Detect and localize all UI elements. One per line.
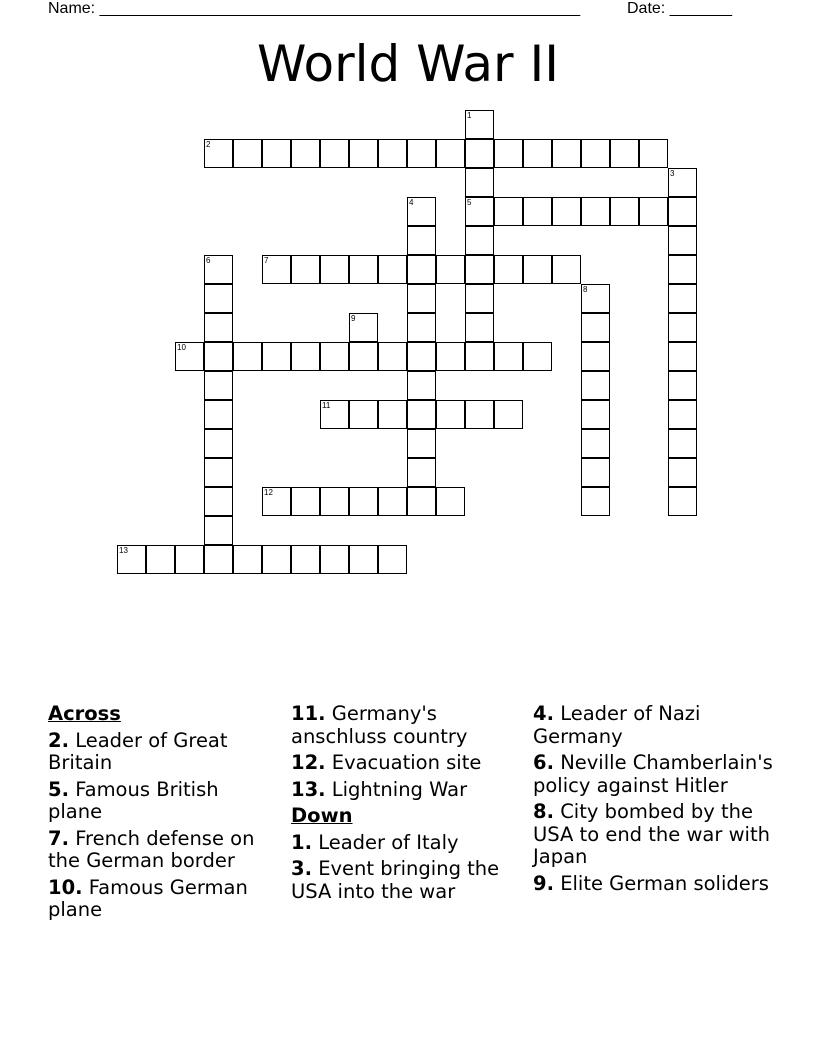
crossword-cell[interactable] bbox=[465, 255, 494, 284]
clue-number: 2. bbox=[48, 728, 69, 752]
clue-text: French defense on the German border bbox=[48, 826, 255, 872]
clue-text: Leader of Great Britain bbox=[48, 728, 228, 774]
crossword-cell[interactable] bbox=[146, 545, 175, 574]
crossword-cell[interactable] bbox=[204, 284, 233, 313]
clue-text: Evacuation site bbox=[331, 751, 482, 774]
clue-number: 10. bbox=[48, 875, 83, 899]
clue-down-6 bbox=[533, 752, 773, 797]
clue-across-2 bbox=[48, 730, 273, 775]
crossword-cell[interactable] bbox=[494, 197, 523, 226]
clues-column-3 bbox=[533, 703, 773, 899]
crossword-cell[interactable] bbox=[204, 255, 233, 284]
clue-text: Famous British plane bbox=[48, 777, 219, 823]
clue-number: 4. bbox=[533, 702, 554, 725]
crossword-cell[interactable] bbox=[581, 313, 610, 342]
crossword-cell[interactable] bbox=[610, 139, 639, 168]
crossword-cell[interactable] bbox=[581, 429, 610, 458]
clue-across-5 bbox=[48, 779, 273, 824]
clue-across-13 bbox=[291, 779, 521, 802]
crossword-cell[interactable] bbox=[349, 545, 378, 574]
crossword-cell[interactable] bbox=[494, 139, 523, 168]
crossword-cell[interactable] bbox=[581, 487, 610, 516]
cell-number: 11 bbox=[322, 401, 331, 410]
crossword-cell[interactable] bbox=[262, 545, 291, 574]
crossword-cell[interactable] bbox=[668, 400, 697, 429]
clue-text: City bombed by the USA to end the war with Japan bbox=[533, 800, 770, 868]
crossword-cell[interactable] bbox=[378, 342, 407, 371]
crossword-cell[interactable] bbox=[436, 342, 465, 371]
crossword-cell[interactable] bbox=[465, 226, 494, 255]
crossword-cell[interactable] bbox=[436, 139, 465, 168]
cell-number: 13 bbox=[119, 546, 128, 555]
crossword-cell[interactable] bbox=[523, 139, 552, 168]
crossword-cell[interactable] bbox=[436, 400, 465, 429]
clue-number: 12. bbox=[291, 751, 326, 774]
crossword-cell[interactable] bbox=[262, 487, 291, 516]
crossword-cell[interactable] bbox=[552, 197, 581, 226]
crossword-cell[interactable] bbox=[320, 545, 349, 574]
crossword-cell[interactable] bbox=[668, 429, 697, 458]
cell-number: 12 bbox=[264, 488, 273, 497]
crossword-cell[interactable] bbox=[262, 139, 291, 168]
crossword-cell[interactable] bbox=[320, 139, 349, 168]
crossword-cell[interactable] bbox=[465, 313, 494, 342]
crossword-cell[interactable] bbox=[465, 168, 494, 197]
crossword-cell[interactable] bbox=[320, 487, 349, 516]
cell-number: 6 bbox=[206, 256, 211, 265]
crossword-cell[interactable] bbox=[552, 139, 581, 168]
crossword-cell[interactable] bbox=[407, 284, 436, 313]
crossword-cell[interactable] bbox=[291, 255, 320, 284]
clue-down-1 bbox=[291, 832, 521, 855]
crossword-cell[interactable] bbox=[378, 139, 407, 168]
crossword-cell[interactable] bbox=[581, 284, 610, 313]
crossword-cell[interactable] bbox=[175, 545, 204, 574]
clue-text: Leader of Italy bbox=[318, 830, 459, 854]
crossword-cell[interactable] bbox=[668, 226, 697, 255]
crossword-cell[interactable] bbox=[581, 197, 610, 226]
clue-number: 7. bbox=[48, 826, 69, 850]
clue-across-7 bbox=[48, 828, 273, 873]
cell-number: 5 bbox=[467, 198, 472, 207]
crossword-cell[interactable] bbox=[494, 255, 523, 284]
clue-number: 13. bbox=[291, 777, 326, 801]
clues-column-2 bbox=[291, 703, 521, 907]
crossword-cell[interactable] bbox=[407, 313, 436, 342]
clue-down-9 bbox=[533, 873, 773, 896]
crossword-cell[interactable] bbox=[436, 487, 465, 516]
crossword-cell[interactable] bbox=[407, 487, 436, 516]
crossword-cell[interactable] bbox=[349, 313, 378, 342]
crossword-cell[interactable] bbox=[407, 139, 436, 168]
crossword-cell[interactable] bbox=[407, 429, 436, 458]
clue-text: Neville Chamberlain's policy against Hitler bbox=[533, 751, 773, 797]
crossword-cell[interactable] bbox=[407, 400, 436, 429]
crossword-cell[interactable] bbox=[291, 545, 320, 574]
crossword-cell[interactable] bbox=[291, 139, 320, 168]
cell-number: 9 bbox=[351, 314, 356, 323]
cell-number: 7 bbox=[264, 256, 269, 265]
clue-across-12 bbox=[291, 752, 521, 775]
cell-number: 3 bbox=[670, 169, 675, 178]
crossword-cell[interactable] bbox=[407, 197, 436, 226]
clue-text: Germany's anschluss country bbox=[291, 702, 468, 748]
crossword-cell[interactable] bbox=[233, 342, 262, 371]
crossword-cell[interactable] bbox=[610, 197, 639, 226]
date-field-label: Date: _______ bbox=[627, 0, 732, 17]
crossword-cell[interactable] bbox=[407, 458, 436, 487]
crossword-cell[interactable] bbox=[262, 342, 291, 371]
crossword-cell[interactable] bbox=[233, 545, 262, 574]
crossword-cell[interactable] bbox=[465, 139, 494, 168]
crossword-cell[interactable] bbox=[668, 487, 697, 516]
clue-text: Event bringing the USA into the war bbox=[291, 857, 500, 903]
crossword-cell[interactable] bbox=[639, 197, 668, 226]
crossword-cell[interactable] bbox=[291, 487, 320, 516]
crossword-cell[interactable] bbox=[407, 371, 436, 400]
crossword-cell[interactable] bbox=[320, 400, 349, 429]
clue-number: 1. bbox=[291, 830, 312, 854]
crossword-cell[interactable] bbox=[204, 371, 233, 400]
clue-text: Elite German soliders bbox=[560, 871, 769, 895]
crossword-cell[interactable] bbox=[581, 139, 610, 168]
crossword-cell[interactable] bbox=[523, 197, 552, 226]
clue-across-10 bbox=[48, 877, 273, 922]
crossword-cell[interactable] bbox=[320, 342, 349, 371]
crossword-cell[interactable] bbox=[204, 429, 233, 458]
crossword-cell[interactable] bbox=[465, 342, 494, 371]
crossword-cell[interactable] bbox=[204, 487, 233, 516]
clue-down-4 bbox=[533, 703, 773, 748]
crossword-cell[interactable] bbox=[349, 342, 378, 371]
crossword-cell[interactable] bbox=[668, 371, 697, 400]
crossword-cell[interactable] bbox=[378, 400, 407, 429]
crossword-cell[interactable] bbox=[465, 400, 494, 429]
crossword-cell[interactable] bbox=[523, 342, 552, 371]
crossword-cell[interactable] bbox=[668, 168, 697, 197]
clue-number: 6. bbox=[533, 751, 554, 774]
clue-text: Lightning War bbox=[331, 777, 468, 801]
crossword-cell[interactable] bbox=[262, 255, 291, 284]
crossword-cell[interactable] bbox=[378, 487, 407, 516]
crossword-cell[interactable] bbox=[581, 342, 610, 371]
clue-down-3 bbox=[291, 858, 521, 903]
clue-number: 9. bbox=[533, 871, 554, 895]
crossword-cell[interactable] bbox=[204, 516, 233, 545]
crossword-cell[interactable] bbox=[668, 342, 697, 371]
crossword-cell[interactable] bbox=[320, 255, 349, 284]
clue-number: 5. bbox=[48, 777, 69, 801]
cell-number: 4 bbox=[409, 198, 414, 207]
crossword-cell[interactable] bbox=[494, 400, 523, 429]
clue-down-8 bbox=[533, 801, 773, 869]
crossword-cell[interactable] bbox=[581, 458, 610, 487]
crossword-cell[interactable] bbox=[349, 400, 378, 429]
crossword-cell[interactable] bbox=[349, 487, 378, 516]
down-heading: Down bbox=[291, 804, 353, 827]
crossword-cell[interactable] bbox=[465, 197, 494, 226]
crossword-cell[interactable] bbox=[668, 197, 697, 226]
crossword-cell[interactable] bbox=[581, 400, 610, 429]
crossword-cell[interactable] bbox=[117, 545, 146, 574]
name-field-label: Name: ______________________________________________________ bbox=[48, 0, 581, 17]
crossword-cell[interactable] bbox=[407, 342, 436, 371]
crossword-cell[interactable] bbox=[204, 313, 233, 342]
cell-number: 8 bbox=[583, 285, 588, 294]
crossword-cell[interactable] bbox=[668, 313, 697, 342]
across-heading: Across bbox=[48, 702, 121, 725]
crossword-cell[interactable] bbox=[581, 371, 610, 400]
crossword-cell[interactable] bbox=[204, 139, 233, 168]
cell-number: 1 bbox=[467, 111, 472, 120]
crossword-cell[interactable] bbox=[204, 545, 233, 574]
crossword-cell[interactable] bbox=[523, 255, 552, 284]
clue-number: 11. bbox=[291, 702, 326, 725]
crossword-cell[interactable] bbox=[349, 255, 378, 284]
crossword-cell[interactable] bbox=[291, 342, 320, 371]
crossword-cell[interactable] bbox=[639, 139, 668, 168]
cell-number: 2 bbox=[206, 140, 211, 149]
crossword-cell[interactable] bbox=[378, 545, 407, 574]
clue-number: 8. bbox=[533, 800, 554, 823]
page-title: World War II bbox=[256, 35, 559, 93]
clue-number: 3. bbox=[291, 857, 312, 880]
crossword-cell[interactable] bbox=[407, 255, 436, 284]
crossword-cell[interactable] bbox=[465, 284, 494, 313]
clue-text: Leader of Nazi Germany bbox=[533, 702, 701, 748]
crossword-cell[interactable] bbox=[436, 255, 465, 284]
crossword-cell[interactable] bbox=[407, 226, 436, 255]
clue-across-11 bbox=[291, 703, 521, 748]
crossword-cell[interactable] bbox=[552, 255, 581, 284]
clues-column-1 bbox=[48, 703, 273, 926]
crossword-cell[interactable] bbox=[175, 342, 204, 371]
clue-text: Famous German plane bbox=[48, 875, 248, 921]
crossword-cell[interactable] bbox=[668, 284, 697, 313]
cell-number: 10 bbox=[177, 343, 186, 352]
crossword-cell[interactable] bbox=[204, 400, 233, 429]
crossword-cell[interactable] bbox=[378, 255, 407, 284]
crossword-cell[interactable] bbox=[204, 458, 233, 487]
crossword-cell[interactable] bbox=[465, 110, 494, 139]
crossword-cell[interactable] bbox=[233, 139, 262, 168]
crossword-cell[interactable] bbox=[349, 139, 378, 168]
crossword-cell[interactable] bbox=[204, 342, 233, 371]
crossword-cell[interactable] bbox=[494, 342, 523, 371]
crossword-cell[interactable] bbox=[668, 255, 697, 284]
crossword-cell[interactable] bbox=[668, 458, 697, 487]
